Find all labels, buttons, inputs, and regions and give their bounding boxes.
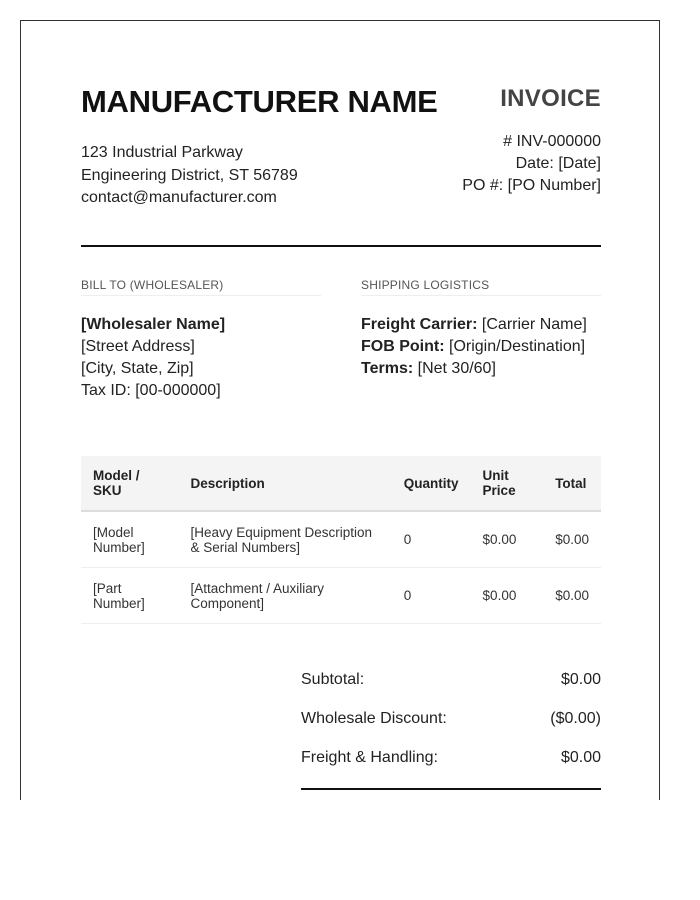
row-total: $0.00 bbox=[543, 511, 601, 568]
row-unit-price: $0.00 bbox=[471, 568, 544, 624]
invoice-po-number: PO #: [PO Number] bbox=[462, 177, 601, 194]
freight-value: $0.00 bbox=[560, 749, 601, 766]
company-email: contact@manufacturer.com bbox=[81, 189, 277, 206]
shipping-section bbox=[361, 277, 601, 380]
wholesaler-name: [Wholesaler Name] bbox=[81, 316, 226, 333]
discount-label: Wholesale Discount: bbox=[301, 710, 447, 727]
freight-row bbox=[301, 747, 601, 786]
bill-to-heading: BILL TO (WHOLESALER) bbox=[81, 277, 321, 296]
freight-label: Freight & Handling: bbox=[301, 749, 438, 766]
header-divider bbox=[81, 245, 601, 247]
terms-line bbox=[361, 358, 601, 380]
discount-row bbox=[301, 708, 601, 747]
fob-point-value: [Origin/Destination] bbox=[449, 338, 586, 355]
bill-to-details bbox=[81, 314, 321, 402]
invoice-title: INVOICE bbox=[500, 85, 601, 112]
fob-point-line bbox=[361, 336, 601, 358]
row-quantity: 0 bbox=[392, 568, 471, 624]
fob-point-label: FOB Point: bbox=[361, 338, 445, 355]
table-row bbox=[81, 568, 601, 624]
totals-divider bbox=[301, 788, 601, 790]
subtotal-value: $0.00 bbox=[560, 671, 601, 688]
invoice-number: # INV-000000 bbox=[503, 133, 601, 150]
shipping-heading: SHIPPING LOGISTICS bbox=[361, 277, 601, 296]
discount-value: ($0.00) bbox=[550, 710, 601, 727]
company-name: MANUFACTURER NAME bbox=[81, 84, 438, 119]
header-total: Total bbox=[543, 456, 601, 511]
shipping-details bbox=[361, 314, 601, 380]
bill-to-section bbox=[81, 277, 321, 402]
row-description: [Heavy Equipment Description & Serial Numbers] bbox=[178, 511, 391, 568]
header-quantity: Quantity bbox=[392, 456, 471, 511]
terms-value: [Net 30/60] bbox=[417, 360, 496, 377]
terms-label: Terms: bbox=[361, 360, 414, 377]
row-model: [Model Number] bbox=[81, 511, 178, 568]
wholesaler-street: [Street Address] bbox=[81, 338, 195, 355]
company-address-line1: 123 Industrial Parkway bbox=[81, 144, 243, 161]
company-address bbox=[81, 142, 298, 210]
header-unit-price: Unit Price bbox=[471, 456, 544, 511]
company-address-line2: Engineering District, ST 56789 bbox=[81, 166, 298, 184]
table-header-row bbox=[81, 456, 601, 511]
line-items-table bbox=[81, 456, 601, 624]
row-description: [Attachment / Auxiliary Component] bbox=[178, 568, 391, 624]
invoice-page bbox=[20, 20, 660, 800]
subtotal-label: Subtotal: bbox=[301, 671, 365, 688]
row-total: $0.00 bbox=[543, 568, 601, 624]
wholesaler-tax-id: Tax ID: [00-000000] bbox=[81, 382, 221, 399]
freight-carrier-label: Freight Carrier: bbox=[361, 316, 478, 333]
subtotal-row bbox=[301, 669, 601, 708]
row-quantity: 0 bbox=[392, 511, 471, 568]
invoice-date: Date: [Date] bbox=[515, 155, 601, 172]
freight-carrier-value: [Carrier Name] bbox=[481, 316, 587, 333]
table-row bbox=[81, 511, 601, 568]
header-model-sku: Model / SKU bbox=[81, 456, 178, 511]
freight-carrier-line bbox=[361, 314, 601, 336]
row-model: [Part Number] bbox=[81, 568, 178, 624]
row-unit-price: $0.00 bbox=[471, 511, 544, 568]
wholesaler-city: [City, State, Zip] bbox=[81, 360, 194, 377]
header-description: Description bbox=[178, 456, 391, 511]
totals-section bbox=[301, 669, 601, 786]
invoice-meta bbox=[462, 131, 601, 197]
